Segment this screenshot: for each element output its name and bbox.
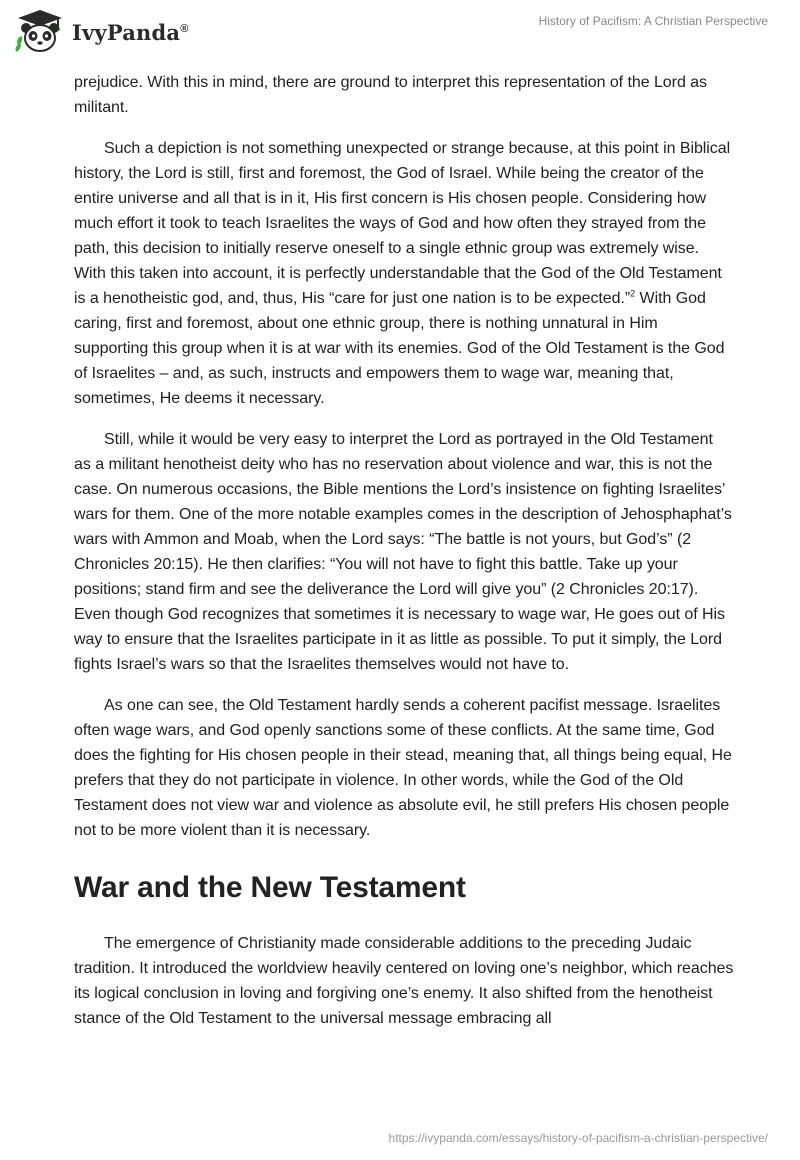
paragraph-4: As one can see, the Old Testament hardly sends a coherent pacifist message. Israelites often wage wars, and God openly sanctions some of these conflicts. At the same time, God does the fighting for His chosen people in their stead, meaning that, all things being equal, He prefers that they do not participate in violence. In other words, while the God of the Old Testament does not view war and violence as absolute evil, he still prefers His chosen people not to be more violent than it is necessary. bbox=[74, 697, 732, 839]
article-body bbox=[74, 70, 734, 1047]
paragraph-2 bbox=[74, 136, 734, 411]
ivypanda-logo[interactable] bbox=[14, 8, 189, 56]
paragraph-3: Still, while it would be very easy to interpret the Lord as portrayed in the Old Testament as a militant henotheist deity who has no reservation about violence and war, this is not the case. On numerous occasions, the Bible mentions the Lord’s insistence on fighting Israelites’ wars for them. One of the more notable examples comes in the description of Jehosphaphat’s wars with Ammon and Moab, when the Lord says: “The battle is not yours, but God’s” (2 Chronicles 20:15). He then clarifies: “You will not have to fight this battle. Take up your positions; stand firm and see the deliverance the Lord will give you” (2 Chronicles 20:17). Even though God recognizes that sometimes it is necessary to wage war, He goes out of His way to ensure that the Israelites participate in it as little as possible. To put it simply, the Lord fights Israel’s wars so that the Israelites themselves would not have to. bbox=[74, 431, 732, 673]
panda-logo-icon bbox=[14, 8, 66, 56]
paragraph-1: prejudice. With this in mind, there are ground to interpret this representation of the Lord as militant. bbox=[74, 74, 707, 116]
source-url-link[interactable]: https://ivypanda.com/essays/history-of-pacifism-a-christian-perspective/ bbox=[388, 1131, 768, 1145]
page-header bbox=[0, 0, 800, 60]
footnote-ref[interactable]: 2 bbox=[630, 288, 636, 299]
paragraph-2-text-b: With God caring, first and foremost, about one ethnic group, there is nothing unnatural in Him supporting this group when it is at war with its enemies. God of the Old Testament is the God of Israelites – and, as such, instructs and empowers them to wage war, meaning that, sometimes, He deems it necessary. bbox=[74, 290, 725, 407]
document-title: History of Pacifism: A Christian Perspective bbox=[538, 14, 768, 28]
brand-name: IvyPanda® bbox=[72, 19, 189, 45]
paragraph-5: The emergence of Christianity made considerable additions to the preceding Judaic tradition. It introduced the worldview heavily centered on loving one’s neighbor, which reaches its logical conclusion in loving and forgiving one’s enemy. It also shifted from the henotheist stance of the Old Testament to the universal message embracing all bbox=[74, 935, 734, 1027]
section-heading: War and the New Testament bbox=[74, 871, 466, 904]
paragraph-2-text-a: Such a depiction is not something unexpected or strange because, at this point in Biblical history, the Lord is still, first and foremost, the God of Israel. While being the creator of the entire universe and all that is in it, His first concern is His chosen people. Considering how much effort it took to teach Israelites the ways of God and how often they strayed from the path, this decision to initially reserve oneself to a single ethnic group was extremely wise. With this taken into account, it is perfectly understandable that the God of the Old Testament is a henotheistic god, and, thus, His “care for just one nation is to be expected.” bbox=[74, 140, 731, 307]
registered-mark: ® bbox=[180, 22, 189, 35]
